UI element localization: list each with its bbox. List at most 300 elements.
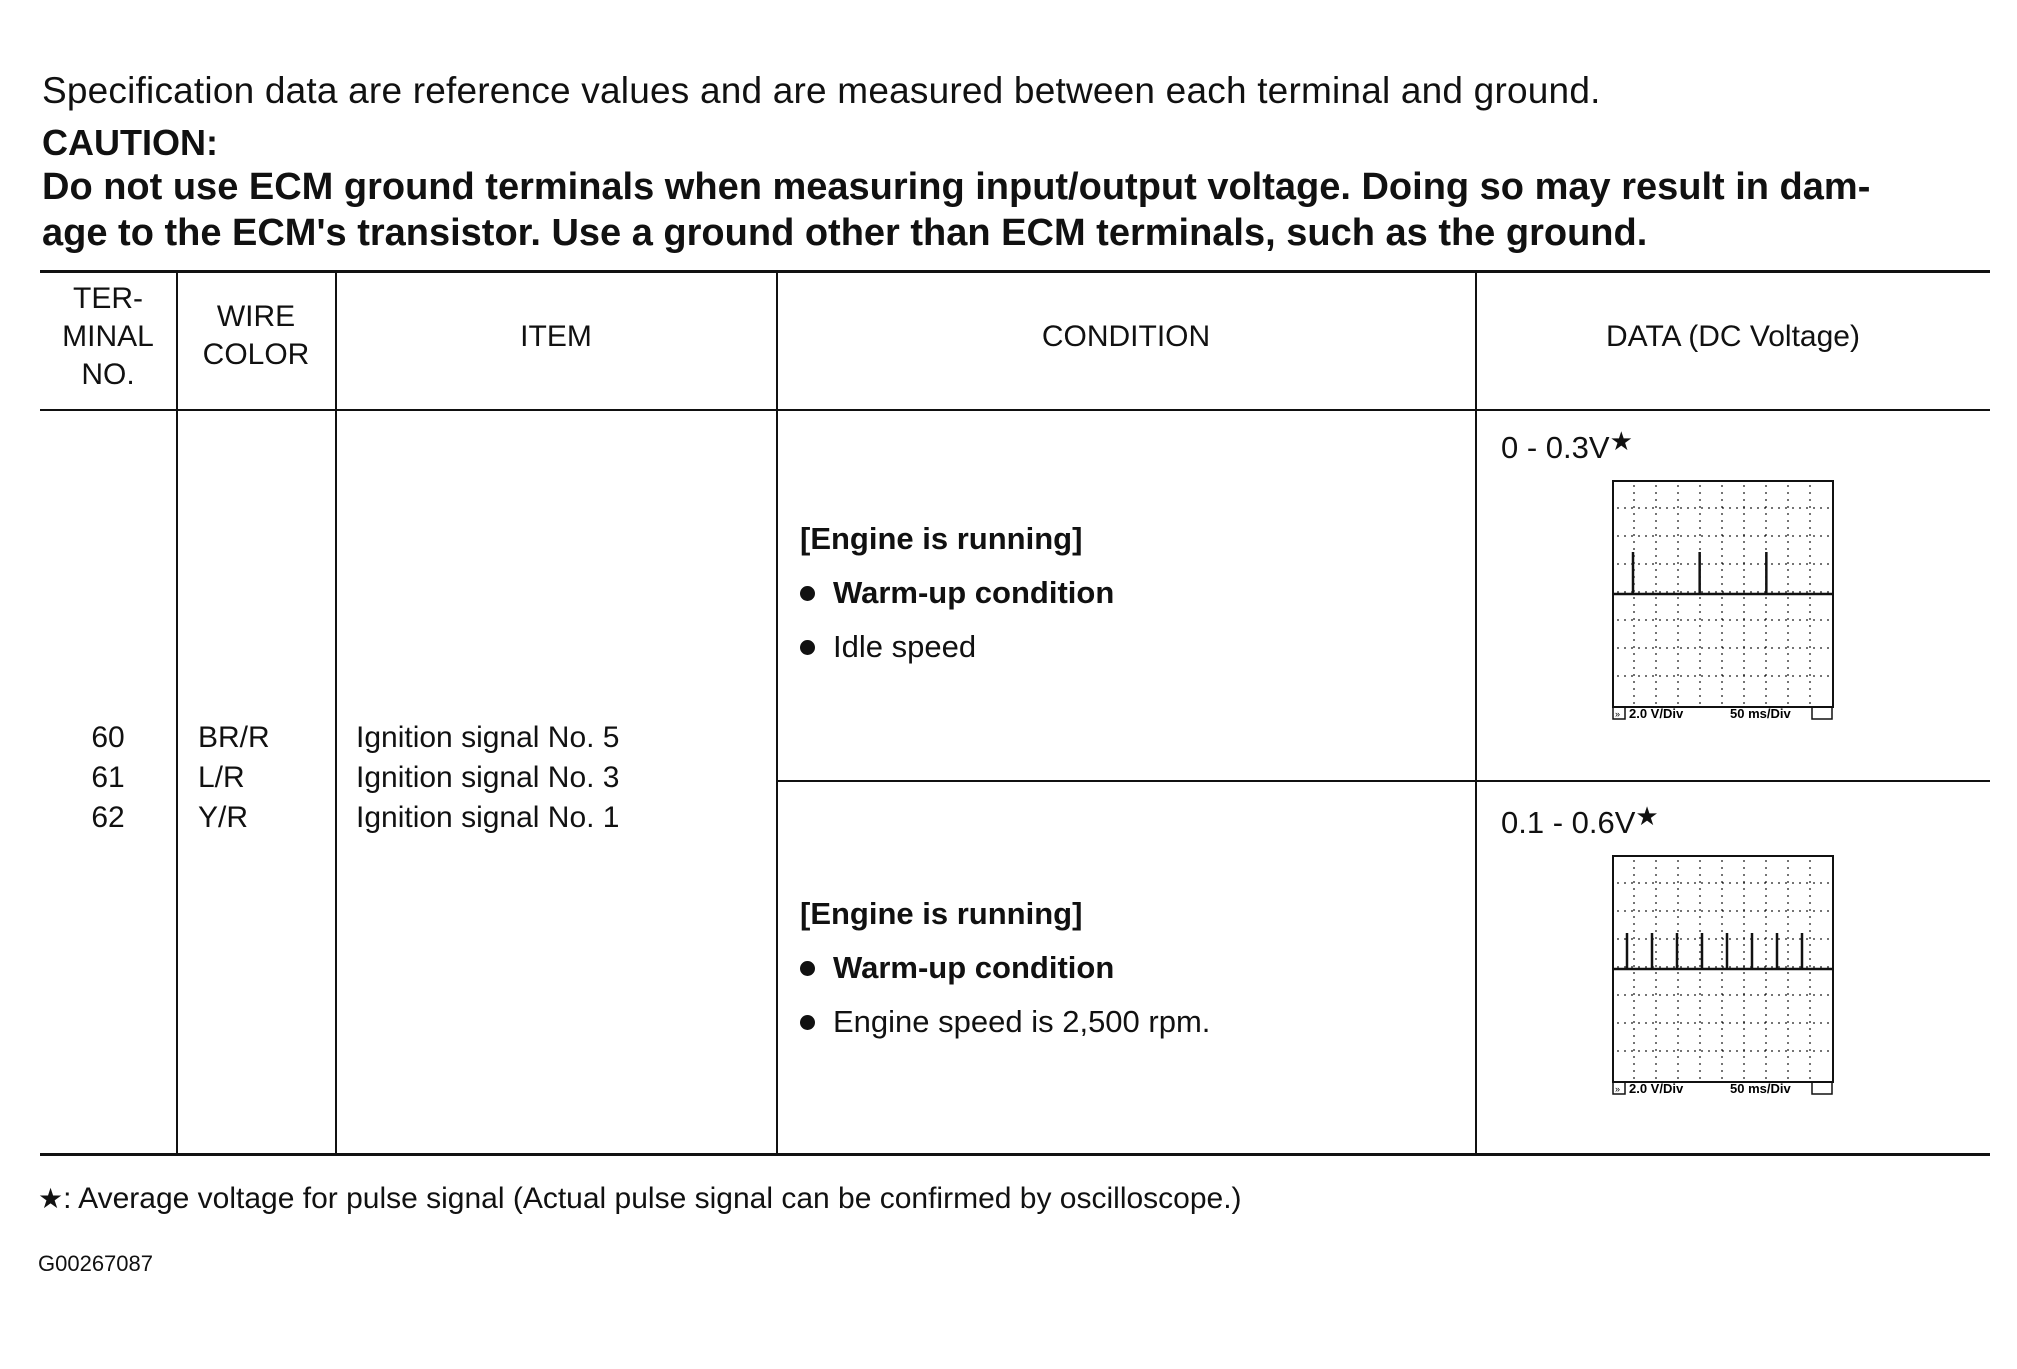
grid-dot: [1765, 548, 1767, 550]
grid-dot: [1617, 535, 1619, 537]
grid-dot: [1778, 994, 1780, 996]
grid-dot: [1708, 882, 1710, 884]
grid-dot: [1809, 944, 1811, 946]
grid-dot: [1655, 569, 1657, 571]
grid-dot: [1655, 895, 1657, 897]
grid-dot: [1721, 555, 1723, 557]
grid-dot: [1743, 944, 1745, 946]
grid-dot: [1743, 647, 1745, 649]
grid-dot: [1722, 1022, 1724, 1024]
grid-dot: [1757, 591, 1759, 593]
grid-dot: [1787, 1056, 1789, 1058]
grid-dot: [1655, 937, 1657, 939]
grid-dot: [1765, 958, 1767, 960]
star-icon: ★: [1609, 426, 1633, 456]
grid-dot: [1827, 966, 1829, 968]
grid-dot: [1743, 507, 1745, 509]
grid-dot: [1809, 909, 1811, 911]
grid-dot: [1721, 499, 1723, 501]
grid-dot: [1785, 1050, 1787, 1052]
grid-dot: [1787, 681, 1789, 683]
grid-dot: [1813, 1022, 1815, 1024]
header-condition: CONDITION: [1041, 320, 1211, 353]
grid-dot: [1666, 994, 1668, 996]
wire-color-62: Y/R: [198, 801, 249, 834]
grid-dot: [1809, 604, 1811, 606]
grid-dot: [1659, 675, 1661, 677]
grid-dot: [1722, 994, 1724, 996]
grid-dot: [1655, 909, 1657, 911]
fast-forward-icon: »: [1615, 1084, 1621, 1094]
terminal-60: 60: [91, 721, 125, 754]
grid-dot: [1765, 632, 1767, 634]
grid-dot: [1809, 881, 1811, 883]
grid-dot: [1809, 874, 1811, 876]
grid-dot: [1820, 1022, 1822, 1024]
condition-idle-warmup: Warm-up condition: [833, 575, 1115, 610]
grid-dot: [1765, 1007, 1767, 1009]
grid-dot: [1655, 485, 1657, 487]
grid-dot: [1699, 895, 1701, 897]
grid-dot: [1771, 563, 1773, 565]
grid-dot: [1677, 555, 1679, 557]
grid-dot: [1771, 938, 1773, 940]
grid-dot: [1673, 647, 1675, 649]
grid-dot: [1699, 902, 1701, 904]
grid-dot: [1677, 1014, 1679, 1016]
grid-dot: [1673, 535, 1675, 537]
grid-dot: [1750, 647, 1752, 649]
grid-dot: [1721, 667, 1723, 669]
grid-dot: [1617, 910, 1619, 912]
grid-dot: [1799, 966, 1801, 968]
grid-dot: [1792, 507, 1794, 509]
grid-dot: [1729, 675, 1731, 677]
grid-dot: [1638, 938, 1640, 940]
grid-dot: [1633, 874, 1635, 876]
header-wire-line-2: COLOR: [202, 338, 310, 371]
grid-dot: [1677, 688, 1679, 690]
grid-dot: [1687, 994, 1689, 996]
grid-dot: [1659, 882, 1661, 884]
grid-dot: [1715, 675, 1717, 677]
grid-dot: [1708, 507, 1710, 509]
item-61: Ignition signal No. 3: [356, 761, 620, 794]
grid-dot: [1677, 639, 1679, 641]
grid-dot: [1708, 591, 1710, 593]
grid-dot: [1785, 535, 1787, 537]
grid-dot: [1624, 563, 1626, 565]
grid-dot: [1699, 660, 1701, 662]
grid-dot: [1809, 639, 1811, 641]
grid-dot: [1631, 647, 1633, 649]
grid-dot: [1677, 1042, 1679, 1044]
grid-dot: [1673, 938, 1675, 940]
grid-dot: [1765, 1056, 1767, 1058]
grid-dot: [1708, 910, 1710, 912]
grid-dot: [1729, 910, 1731, 912]
grid-dot: [1655, 972, 1657, 974]
grid-dot: [1813, 1050, 1815, 1052]
grid-dot: [1785, 647, 1787, 649]
grid-dot: [1764, 1022, 1766, 1024]
grid-dot: [1633, 506, 1635, 508]
grid-dot: [1765, 916, 1767, 918]
grid-dot: [1638, 966, 1640, 968]
grid-dot: [1633, 674, 1635, 676]
grid-dot: [1787, 632, 1789, 634]
grid-dot: [1655, 513, 1657, 515]
grid-dot: [1799, 910, 1801, 912]
grid-dot: [1673, 910, 1675, 912]
grid-dot: [1677, 576, 1679, 578]
grid-dot: [1722, 647, 1724, 649]
grid-dot: [1729, 591, 1731, 593]
grid-dot: [1806, 591, 1808, 593]
grid-dot: [1787, 1070, 1789, 1072]
grid-dot: [1792, 535, 1794, 537]
grid-dot: [1652, 994, 1654, 996]
grid-dot: [1721, 492, 1723, 494]
grid-dot: [1659, 910, 1661, 912]
grid-dot: [1743, 604, 1745, 606]
grid-dot: [1655, 583, 1657, 585]
grid-dot: [1652, 535, 1654, 537]
grid-dot: [1809, 1000, 1811, 1002]
grid-dot: [1633, 923, 1635, 925]
grid-dot: [1699, 1035, 1701, 1037]
grid-dot: [1778, 1022, 1780, 1024]
header-terminal-line-3: NO.: [81, 358, 135, 391]
grid-dot: [1771, 966, 1773, 968]
grid-dot: [1765, 681, 1767, 683]
grid-dot: [1645, 1022, 1647, 1024]
grid-dot: [1677, 590, 1679, 592]
grid-dot: [1677, 618, 1679, 620]
grid-dot: [1785, 938, 1787, 940]
grid-dot: [1787, 923, 1789, 925]
grid-dot: [1736, 619, 1738, 621]
grid-dot: [1721, 895, 1723, 897]
grid-dot: [1655, 867, 1657, 869]
grid-dot: [1787, 674, 1789, 676]
condition-idle-title: [Engine is running]: [800, 521, 1083, 556]
grid-dot: [1787, 979, 1789, 981]
grid-dot: [1633, 632, 1635, 634]
grid-dot: [1721, 1014, 1723, 1016]
grid-dot: [1792, 675, 1794, 677]
grid-dot: [1655, 604, 1657, 606]
grid-dot: [1813, 882, 1815, 884]
grid-dot: [1645, 563, 1647, 565]
grid-dot: [1813, 563, 1815, 565]
grid-dot: [1771, 647, 1773, 649]
grid-dot: [1677, 867, 1679, 869]
grid-dot: [1787, 1028, 1789, 1030]
grid-dot: [1715, 647, 1717, 649]
grid-dot: [1736, 994, 1738, 996]
grid-dot: [1680, 619, 1682, 621]
condition-idle-bullet-1: [800, 566, 1114, 620]
grid-dot: [1624, 910, 1626, 912]
grid-dot: [1721, 632, 1723, 634]
grid-dot: [1673, 563, 1675, 565]
header-terminal-line-1: TER-: [73, 282, 143, 315]
scope-pulses: [1633, 552, 1766, 594]
grid-dot: [1655, 1035, 1657, 1037]
grid-dot: [1694, 1022, 1696, 1024]
grid-dot: [1787, 576, 1789, 578]
grid-dot: [1787, 986, 1789, 988]
grid-dot: [1809, 499, 1811, 501]
grid-dot: [1652, 647, 1654, 649]
grid-dot: [1645, 910, 1647, 912]
grid-dot: [1631, 507, 1633, 509]
grid-dot: [1633, 881, 1635, 883]
grid-dot: [1809, 1035, 1811, 1037]
grid-dot: [1655, 639, 1657, 641]
grid-dot: [1677, 1063, 1679, 1065]
scope-tdiv: 50 ms/Div: [1730, 1081, 1791, 1096]
grid-dot: [1624, 1022, 1626, 1024]
grid-dot: [1699, 1028, 1701, 1030]
grid-dot: [1677, 909, 1679, 911]
grid-dot: [1778, 882, 1780, 884]
grid-dot: [1677, 548, 1679, 550]
grid-dot: [1699, 667, 1701, 669]
table-bottom-rule: [40, 1153, 1990, 1156]
grid-dot: [1765, 1063, 1767, 1065]
grid-dot: [1722, 563, 1724, 565]
grid-dot: [1652, 910, 1654, 912]
grid-dot: [1721, 576, 1723, 578]
grid-dot: [1680, 966, 1682, 968]
grid-dot: [1631, 1050, 1633, 1052]
grid-dot: [1677, 499, 1679, 501]
grid-dot: [1721, 660, 1723, 662]
grid-dot: [1633, 1056, 1635, 1058]
grid-dot: [1699, 944, 1701, 946]
grid-dot: [1743, 583, 1745, 585]
grid-dot: [1617, 966, 1619, 968]
grid-dot: [1743, 874, 1745, 876]
grid-dot: [1673, 1050, 1675, 1052]
grid-dot: [1633, 492, 1635, 494]
grid-dot: [1677, 527, 1679, 529]
grid-dot: [1677, 1056, 1679, 1058]
grid-dot: [1633, 860, 1635, 862]
grid-dot: [1827, 647, 1829, 649]
grid-dot: [1645, 994, 1647, 996]
grid-dot: [1624, 1050, 1626, 1052]
grid-dot: [1809, 1014, 1811, 1016]
grid-dot: [1617, 563, 1619, 565]
grid-dot: [1799, 938, 1801, 940]
grid-dot: [1633, 951, 1635, 953]
header-bottom-rule: [40, 409, 1990, 411]
col-divider-2: [335, 272, 337, 1154]
grid-dot: [1743, 910, 1745, 912]
grid-dot: [1633, 702, 1635, 704]
grid-dot: [1806, 647, 1808, 649]
grid-dot: [1765, 951, 1767, 953]
grid-dot: [1645, 591, 1647, 593]
document-code: G00267087: [38, 1251, 153, 1276]
condition-2500-speed: Engine speed is 2,500 rpm.: [833, 1004, 1211, 1039]
grid-dot: [1721, 541, 1723, 543]
grid-dot: [1666, 1050, 1668, 1052]
grid-dot: [1624, 675, 1626, 677]
grid-dot: [1631, 1022, 1633, 1024]
grid-dot: [1743, 681, 1745, 683]
grid-dot: [1721, 604, 1723, 606]
grid-dot: [1743, 548, 1745, 550]
grid-dot: [1827, 1022, 1829, 1024]
grid-dot: [1787, 930, 1789, 932]
header-item: ITEM: [520, 320, 592, 353]
star-icon: ★: [38, 1183, 64, 1214]
grid-dot: [1633, 1028, 1635, 1030]
grid-dot: [1765, 611, 1767, 613]
grid-dot: [1655, 916, 1657, 918]
grid-dot: [1694, 1050, 1696, 1052]
grid-dot: [1743, 688, 1745, 690]
grid-dot: [1787, 902, 1789, 904]
grid-dot: [1827, 938, 1829, 940]
grid-dot: [1677, 492, 1679, 494]
grid-dot: [1764, 966, 1766, 968]
grid-dot: [1699, 625, 1701, 627]
grid-dot: [1765, 604, 1767, 606]
grid-dot: [1655, 541, 1657, 543]
grid-dot: [1765, 867, 1767, 869]
grid-dot: [1617, 938, 1619, 940]
grid-dot: [1743, 632, 1745, 634]
grid-dot: [1659, 1022, 1661, 1024]
grid-dot: [1652, 1022, 1654, 1024]
grid-dot: [1687, 647, 1689, 649]
grid-dot: [1633, 909, 1635, 911]
grid-dot: [1757, 910, 1759, 912]
grid-dot: [1809, 702, 1811, 704]
grid-dot: [1799, 619, 1801, 621]
grid-dot: [1721, 485, 1723, 487]
grid-dot: [1820, 591, 1822, 593]
item-list: [356, 718, 620, 838]
grid-dot: [1701, 910, 1703, 912]
grid-dot: [1809, 681, 1811, 683]
grid-dot: [1633, 1000, 1635, 1002]
grid-dot: [1809, 867, 1811, 869]
grid-dot: [1680, 882, 1682, 884]
grid-dot: [1633, 513, 1635, 515]
bullet-dot: [800, 586, 815, 601]
grid-dot: [1655, 492, 1657, 494]
terminal-61: 61: [91, 761, 125, 794]
grid-dot: [1701, 591, 1703, 593]
grid-dot: [1765, 1035, 1767, 1037]
grid-dot: [1827, 910, 1829, 912]
grid-dot: [1680, 938, 1682, 940]
grid-dot: [1721, 548, 1723, 550]
grid-dot: [1631, 910, 1633, 912]
grid-dot: [1659, 591, 1661, 593]
grid-dot: [1757, 1022, 1759, 1024]
grid-dot: [1757, 966, 1759, 968]
grid-dot: [1624, 882, 1626, 884]
grid-dot: [1699, 632, 1701, 634]
grid-dot: [1778, 535, 1780, 537]
grid-dot: [1750, 619, 1752, 621]
grid-dot: [1765, 653, 1767, 655]
grid-dot: [1699, 1000, 1701, 1002]
grid-dot: [1787, 867, 1789, 869]
grid-dot: [1787, 860, 1789, 862]
grid-dot: [1655, 667, 1657, 669]
grid-dot: [1743, 1070, 1745, 1072]
grid-dot: [1809, 1028, 1811, 1030]
grid-dot: [1655, 1028, 1657, 1030]
grid-dot: [1687, 938, 1689, 940]
condition-2500-bullet-2: [800, 995, 1210, 1049]
grid-dot: [1787, 874, 1789, 876]
grid-dot: [1677, 660, 1679, 662]
grid-dot: [1785, 1022, 1787, 1024]
grid-dot: [1655, 1014, 1657, 1016]
grid-dot: [1677, 1049, 1679, 1051]
grid-dot: [1677, 895, 1679, 897]
grid-dot: [1655, 1056, 1657, 1058]
grid-dot: [1645, 966, 1647, 968]
grid-dot: [1633, 604, 1635, 606]
grid-dot: [1715, 619, 1717, 621]
grid-dot: [1778, 507, 1780, 509]
grid-dot: [1778, 1050, 1780, 1052]
grid-dot: [1743, 966, 1745, 968]
grid-dot: [1757, 882, 1759, 884]
grid-dot: [1699, 1063, 1701, 1065]
grid-dot: [1633, 1070, 1635, 1072]
grid-dot: [1655, 1021, 1657, 1023]
grid-dot: [1652, 563, 1654, 565]
grid-dot: [1694, 966, 1696, 968]
grid-dot: [1655, 986, 1657, 988]
grid-dot: [1699, 951, 1701, 953]
grid-dot: [1708, 563, 1710, 565]
grid-dot: [1743, 702, 1745, 704]
grid-dot: [1820, 882, 1822, 884]
grid-dot: [1750, 882, 1752, 884]
grid-dot: [1764, 994, 1766, 996]
grid-dot: [1708, 647, 1710, 649]
grid-dot: [1680, 647, 1682, 649]
grid-dot: [1765, 874, 1767, 876]
grid-dot: [1699, 965, 1701, 967]
grid-dot: [1680, 507, 1682, 509]
grid-dot: [1655, 874, 1657, 876]
grid-dot: [1820, 619, 1822, 621]
grid-dot: [1743, 860, 1745, 862]
grid-dot: [1792, 1050, 1794, 1052]
grid-dot: [1701, 619, 1703, 621]
grid-dot: [1809, 937, 1811, 939]
grid-dot: [1787, 492, 1789, 494]
grid-dot: [1631, 882, 1633, 884]
grid-dot: [1721, 1007, 1723, 1009]
grid-dot: [1743, 888, 1745, 890]
grid-dot: [1743, 882, 1745, 884]
grid-dot: [1701, 647, 1703, 649]
